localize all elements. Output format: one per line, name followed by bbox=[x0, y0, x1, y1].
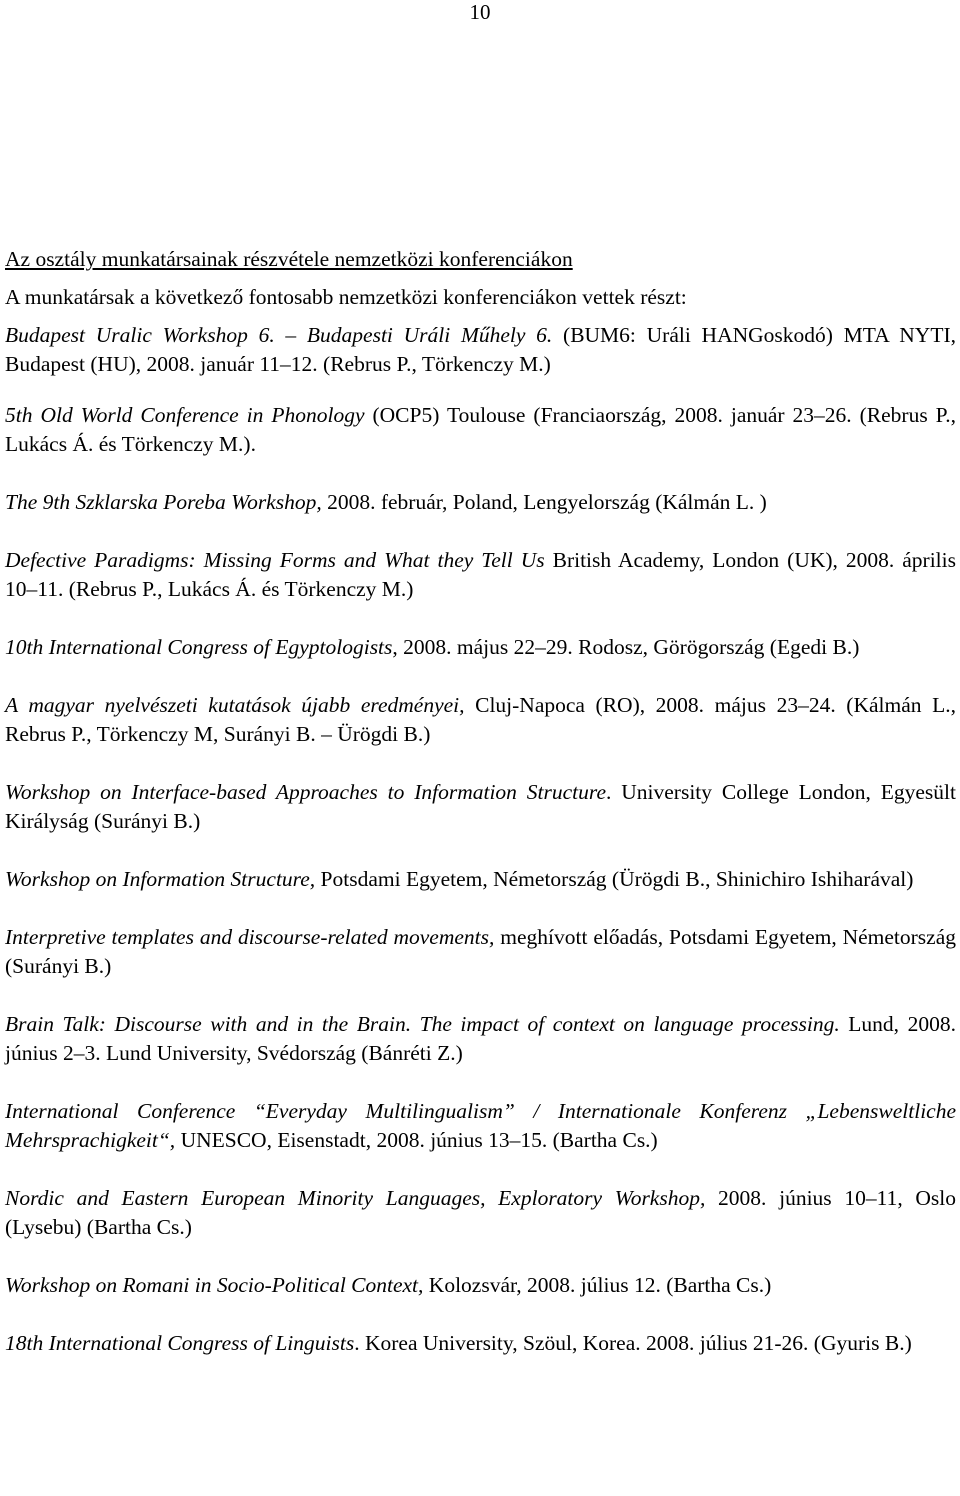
intro-paragraph: A munkatársak a következő fontosabb nemzetközi konferenciákon vettek részt: bbox=[5, 285, 687, 309]
conference-entry bbox=[5, 1097, 956, 1155]
conference-details: 2008. február, Poland, Lengyelország (Kálmán L. ) bbox=[321, 490, 767, 514]
conference-details: Kolozsvár, 2008. július 12. (Bartha Cs.) bbox=[423, 1273, 772, 1297]
conference-title: Workshop on Interface-based Approaches to Information Structure bbox=[5, 780, 607, 804]
conference-details: UNESCO, Eisenstadt, 2008. június 13–15. (Bartha Cs.) bbox=[175, 1128, 658, 1152]
conference-title: Budapest Uralic Workshop 6. – Budapesti Uráli Műhely 6. bbox=[5, 323, 553, 347]
conference-details: . University College London, Egyesült Királyság (Surányi B.) bbox=[5, 780, 956, 833]
conference-title: The 9th Szklarska Poreba Workshop, bbox=[5, 490, 322, 514]
conference-entry bbox=[5, 321, 956, 379]
conference-entry bbox=[5, 691, 956, 749]
conference-details: . Korea University, Szöul, Korea. 2008. július 21-26. (Gyuris B.) bbox=[354, 1331, 912, 1355]
conference-title: 18th International Congress of Linguists bbox=[5, 1331, 355, 1355]
conference-title: Brain Talk: Discourse with and in the Brain. The impact of context on language processing. bbox=[5, 1012, 840, 1036]
conference-details: (OCP5) Toulouse (Franciaország, 2008. január 23–26. (Rebrus P., Lukács Á. és Törkenczy M.). bbox=[5, 403, 956, 456]
conference-title: A magyar nyelvészeti kutatások újabb eredményei, bbox=[5, 693, 465, 717]
conference-entry bbox=[5, 923, 956, 981]
conference-title: 5th Old World Conference in Phonology bbox=[5, 403, 365, 427]
conference-entry bbox=[5, 778, 956, 836]
conference-entry bbox=[5, 546, 956, 604]
conference-entry bbox=[5, 865, 956, 894]
conference-details: meghívott előadás, Potsdami Egyetem, Németország (Surányi B.) bbox=[5, 925, 957, 978]
conference-title: International Conference “Everyday Multilingualism” / Internationale Konferenz „Lebensweltliche Mehrsprachigkeit“, bbox=[5, 1099, 956, 1152]
conference-entry bbox=[5, 633, 956, 662]
conference-title: Workshop on Romani in Socio-Political Context, bbox=[5, 1273, 424, 1297]
conference-entry bbox=[5, 1184, 956, 1242]
section-heading: Az osztály munkatársainak részvétele nemzetközi konferenciákon bbox=[5, 247, 573, 271]
conference-details: 2008. június 10–11, Oslo (Lysebu) (Bartha Cs.) bbox=[5, 1186, 956, 1239]
conference-entry bbox=[5, 488, 956, 517]
conference-title: Defective Paradigms: Missing Forms and What they Tell Us bbox=[5, 548, 545, 572]
conference-title: Nordic and Eastern European Minority Languages, Exploratory Workshop, bbox=[5, 1186, 706, 1210]
conference-title: Workshop on Information Structure, bbox=[5, 867, 316, 891]
conference-title: Interpretive templates and discourse-related movements, bbox=[5, 925, 495, 949]
conference-details: Cluj-Napoca (RO), 2008. május 23–24. (Kálmán L., Rebrus P., Törkenczy M, Surányi B. – Ürögdi B.) bbox=[5, 693, 956, 746]
page-number: 10 bbox=[469, 0, 491, 24]
conference-details: (BUM6: Uráli HANGoskodó) MTA NYTI, Budapest (HU), 2008. január 11–12. (Rebrus P., Törkenczy M.) bbox=[5, 323, 956, 376]
document-body bbox=[5, 245, 956, 1387]
conference-title: 10th International Congress of Egyptologists bbox=[5, 635, 393, 659]
conference-details: British Academy, London (UK), 2008. április 10–11. (Rebrus P., Lukács Á. és Törkenczy M.) bbox=[5, 548, 956, 601]
conference-details: , 2008. május 22–29. Rodosz, Görögország (Egedi B.) bbox=[392, 635, 860, 659]
conference-details: Potsdami Egyetem, Németország (Ürögdi B., Shinichiro Ishiharával) bbox=[315, 867, 914, 891]
conference-entry bbox=[5, 1271, 956, 1300]
conference-entry bbox=[5, 401, 956, 459]
conference-entry bbox=[5, 1010, 956, 1068]
conference-details: Lund, 2008. június 2–3. Lund University, Svédország (Bánréti Z.) bbox=[5, 1012, 956, 1065]
conference-entry bbox=[5, 1329, 956, 1358]
